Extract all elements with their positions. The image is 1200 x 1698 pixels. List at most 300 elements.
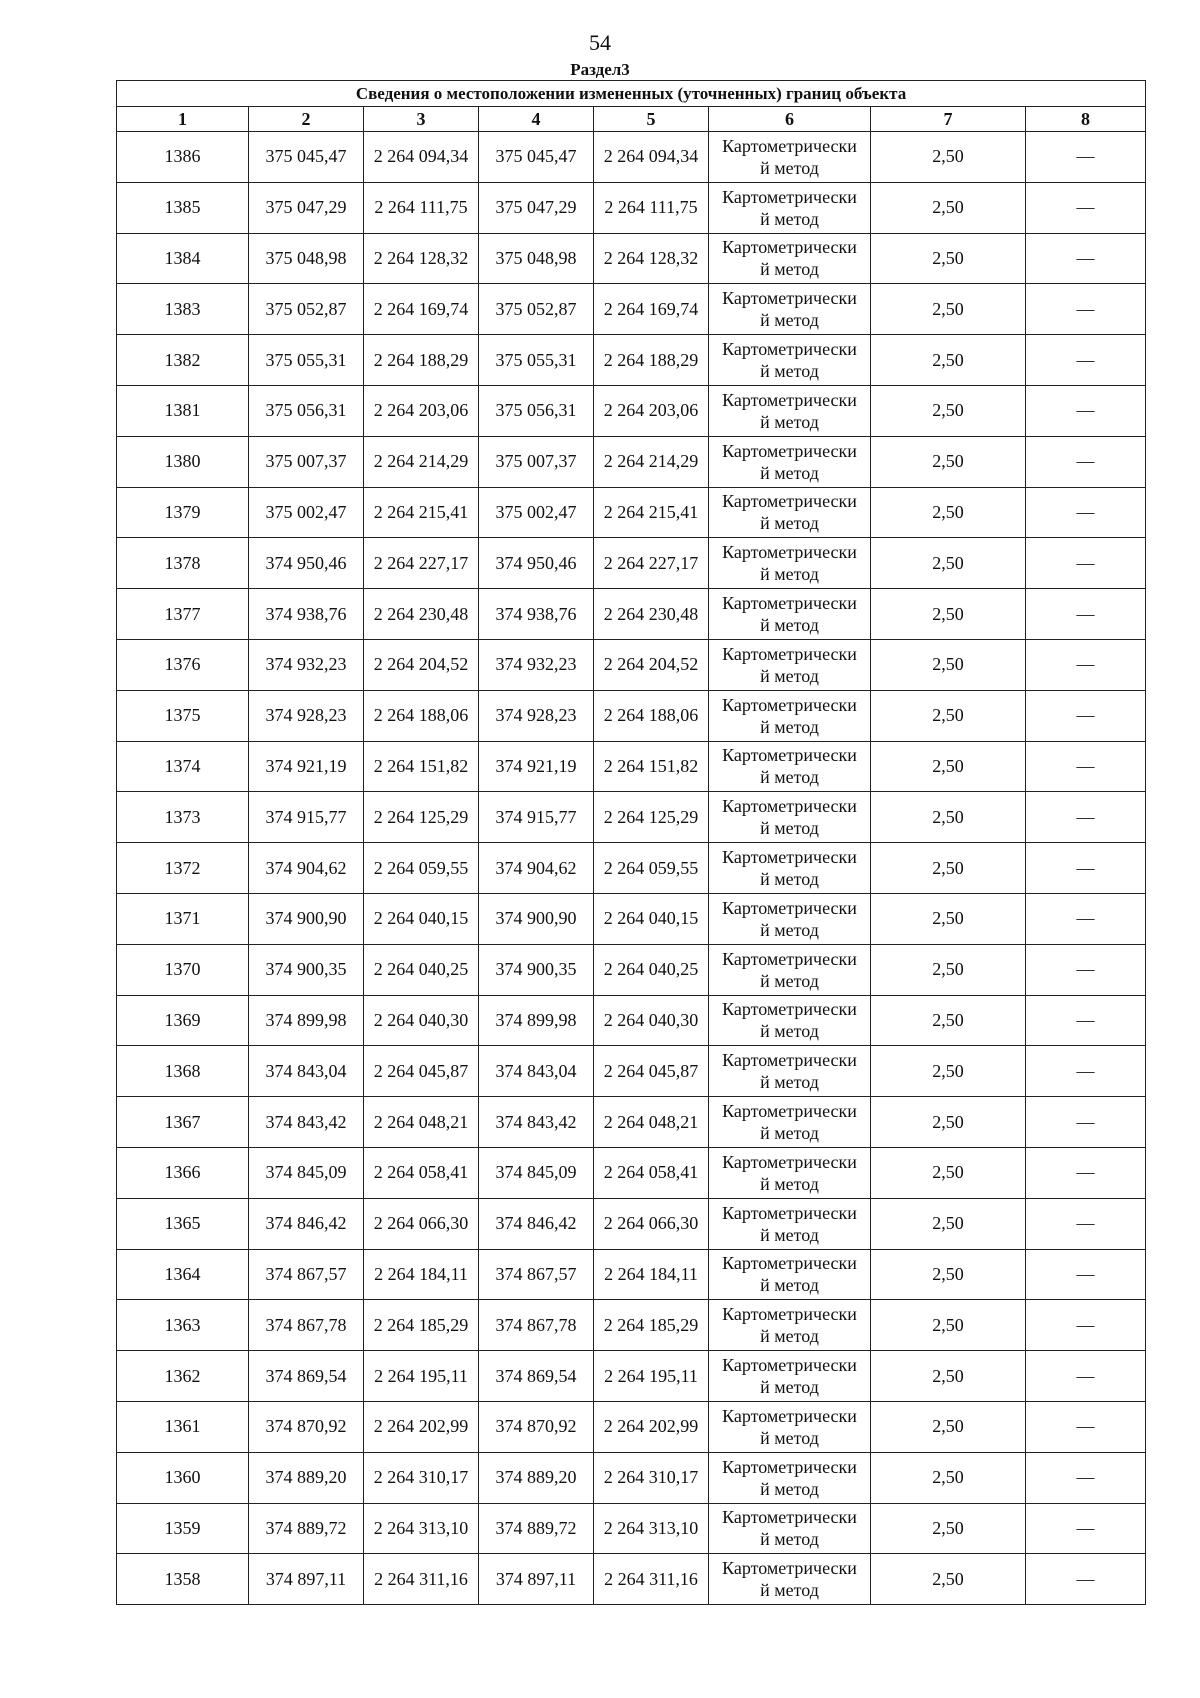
- refined-y-cell: 2 264 313,10: [594, 1503, 709, 1554]
- method-text-line-2: й метод: [760, 919, 819, 940]
- point-number-cell: 1372: [117, 843, 249, 894]
- existing-y-cell: 2 264 151,82: [364, 741, 479, 792]
- method-text-line-2: й метод: [760, 869, 819, 890]
- method-cell: [709, 1300, 871, 1351]
- refined-x-cell: 375 052,87: [479, 284, 594, 335]
- table-row: [117, 741, 1146, 792]
- existing-x-cell: 375 047,29: [249, 182, 364, 233]
- existing-y-cell: 2 264 204,52: [364, 639, 479, 690]
- table-row: [117, 1147, 1146, 1198]
- refined-x-cell: 374 950,46: [479, 538, 594, 589]
- refined-x-cell: 374 867,57: [479, 1249, 594, 1300]
- existing-x-cell: 374 869,54: [249, 1351, 364, 1402]
- existing-y-cell: 2 264 058,41: [364, 1147, 479, 1198]
- existing-y-cell: 2 264 214,29: [364, 436, 479, 487]
- existing-x-cell: 374 867,57: [249, 1249, 364, 1300]
- note-cell: —: [1026, 1351, 1146, 1402]
- method-text-line-1: Картометрически: [722, 694, 857, 715]
- existing-x-cell: 374 846,42: [249, 1198, 364, 1249]
- accuracy-cell: 2,50: [871, 1554, 1026, 1605]
- existing-x-cell: 374 867,78: [249, 1300, 364, 1351]
- point-number-cell: 1378: [117, 538, 249, 589]
- existing-x-cell: 374 845,09: [249, 1147, 364, 1198]
- method-text-line-2: й метод: [760, 310, 819, 331]
- method-text-line-1: Картометрически: [722, 339, 857, 360]
- point-number-cell: 1385: [117, 182, 249, 233]
- method-text-line-1: Картометрически: [722, 745, 857, 766]
- accuracy-cell: 2,50: [871, 436, 1026, 487]
- method-text-line-1: Картометрически: [722, 1101, 857, 1122]
- existing-y-cell: 2 264 066,30: [364, 1198, 479, 1249]
- existing-x-cell: 374 900,90: [249, 893, 364, 944]
- existing-x-cell: 374 932,23: [249, 639, 364, 690]
- refined-y-cell: 2 264 227,17: [594, 538, 709, 589]
- refined-x-cell: 375 048,98: [479, 233, 594, 284]
- existing-x-cell: 375 052,87: [249, 284, 364, 335]
- point-number-cell: 1365: [117, 1198, 249, 1249]
- method-cell: [709, 1046, 871, 1097]
- refined-y-cell: 2 264 125,29: [594, 792, 709, 843]
- refined-y-cell: 2 264 188,29: [594, 335, 709, 386]
- method-cell: [709, 284, 871, 335]
- note-cell: —: [1026, 538, 1146, 589]
- note-cell: —: [1026, 335, 1146, 386]
- method-text-line-1: Картометрически: [722, 1304, 857, 1325]
- note-cell: —: [1026, 893, 1146, 944]
- method-text-line-1: Картометрически: [722, 237, 857, 258]
- table-row: [117, 233, 1146, 284]
- method-text-line-1: Картометрически: [722, 593, 857, 614]
- refined-y-cell: 2 264 128,32: [594, 233, 709, 284]
- existing-y-cell: 2 264 188,06: [364, 690, 479, 741]
- accuracy-cell: 2,50: [871, 1249, 1026, 1300]
- method-text-line-2: й метод: [760, 1275, 819, 1296]
- refined-y-cell: 2 264 151,82: [594, 741, 709, 792]
- refined-x-cell: 374 889,20: [479, 1452, 594, 1503]
- method-text-line-2: й метод: [760, 716, 819, 737]
- refined-x-cell: 375 002,47: [479, 487, 594, 538]
- refined-y-cell: 2 264 040,30: [594, 995, 709, 1046]
- refined-y-cell: 2 264 185,29: [594, 1300, 709, 1351]
- point-number-cell: 1380: [117, 436, 249, 487]
- method-text-line-2: й метод: [760, 259, 819, 280]
- table-row: [117, 436, 1146, 487]
- existing-x-cell: 374 843,42: [249, 1097, 364, 1148]
- note-cell: —: [1026, 1401, 1146, 1452]
- point-number-cell: 1370: [117, 944, 249, 995]
- accuracy-cell: 2,50: [871, 639, 1026, 690]
- refined-y-cell: 2 264 215,41: [594, 487, 709, 538]
- table-row: [117, 690, 1146, 741]
- method-text-line-2: й метод: [760, 767, 819, 788]
- refined-y-cell: 2 264 202,99: [594, 1401, 709, 1452]
- point-number-cell: 1384: [117, 233, 249, 284]
- existing-x-cell: 374 899,98: [249, 995, 364, 1046]
- existing-y-cell: 2 264 040,15: [364, 893, 479, 944]
- note-cell: —: [1026, 1046, 1146, 1097]
- table-row: [117, 1300, 1146, 1351]
- method-cell: [709, 1503, 871, 1554]
- existing-x-cell: 374 889,72: [249, 1503, 364, 1554]
- existing-x-cell: 374 870,92: [249, 1401, 364, 1452]
- existing-y-cell: 2 264 040,25: [364, 944, 479, 995]
- note-cell: —: [1026, 690, 1146, 741]
- accuracy-cell: 2,50: [871, 1046, 1026, 1097]
- method-cell: [709, 385, 871, 436]
- existing-y-cell: 2 264 202,99: [364, 1401, 479, 1452]
- refined-x-cell: 375 056,31: [479, 385, 594, 436]
- existing-y-cell: 2 264 169,74: [364, 284, 479, 335]
- accuracy-cell: 2,50: [871, 538, 1026, 589]
- method-text-line-1: Картометрически: [722, 643, 857, 664]
- point-number-cell: 1382: [117, 335, 249, 386]
- table-row: [117, 995, 1146, 1046]
- point-number-cell: 1367: [117, 1097, 249, 1148]
- accuracy-cell: 2,50: [871, 182, 1026, 233]
- refined-x-cell: 374 938,76: [479, 589, 594, 640]
- existing-y-cell: 2 264 185,29: [364, 1300, 479, 1351]
- point-number-cell: 1379: [117, 487, 249, 538]
- point-number-cell: 1362: [117, 1351, 249, 1402]
- method-cell: [709, 1147, 871, 1198]
- refined-x-cell: 374 900,35: [479, 944, 594, 995]
- method-cell: [709, 589, 871, 640]
- method-cell: [709, 233, 871, 284]
- method-cell: [709, 1351, 871, 1402]
- table-row: [117, 639, 1146, 690]
- existing-x-cell: 374 900,35: [249, 944, 364, 995]
- point-number-cell: 1371: [117, 893, 249, 944]
- accuracy-cell: 2,50: [871, 690, 1026, 741]
- method-text-line-2: й метод: [760, 361, 819, 382]
- accuracy-cell: 2,50: [871, 589, 1026, 640]
- method-cell: [709, 1401, 871, 1452]
- refined-x-cell: 374 900,90: [479, 893, 594, 944]
- refined-x-cell: 374 869,54: [479, 1351, 594, 1402]
- method-text-line-1: Картометрически: [722, 186, 857, 207]
- table-row: [117, 893, 1146, 944]
- accuracy-cell: 2,50: [871, 741, 1026, 792]
- point-number-cell: 1358: [117, 1554, 249, 1605]
- column-number: 5: [594, 107, 709, 132]
- point-number-cell: 1361: [117, 1401, 249, 1452]
- column-number-row: [117, 107, 1146, 132]
- accuracy-cell: 2,50: [871, 944, 1026, 995]
- note-cell: —: [1026, 1554, 1146, 1605]
- point-number-cell: 1368: [117, 1046, 249, 1097]
- note-cell: —: [1026, 284, 1146, 335]
- note-cell: —: [1026, 1249, 1146, 1300]
- accuracy-cell: 2,50: [871, 1452, 1026, 1503]
- method-text-line-1: Картометрически: [722, 1202, 857, 1223]
- existing-x-cell: 375 045,47: [249, 132, 364, 183]
- method-text-line-2: й метод: [760, 1478, 819, 1499]
- method-text-line-1: Картометрически: [722, 1405, 857, 1426]
- refined-x-cell: 374 846,42: [479, 1198, 594, 1249]
- existing-y-cell: 2 264 310,17: [364, 1452, 479, 1503]
- table-row: [117, 1351, 1146, 1402]
- method-text-line-2: й метод: [760, 615, 819, 636]
- refined-x-cell: 374 843,42: [479, 1097, 594, 1148]
- refined-y-cell: 2 264 195,11: [594, 1351, 709, 1402]
- method-text-line-1: Картометрически: [722, 948, 857, 969]
- method-cell: [709, 741, 871, 792]
- existing-y-cell: 2 264 215,41: [364, 487, 479, 538]
- refined-y-cell: 2 264 230,48: [594, 589, 709, 640]
- method-text-line-2: й метод: [760, 1427, 819, 1448]
- refined-y-cell: 2 264 045,87: [594, 1046, 709, 1097]
- point-number-cell: 1374: [117, 741, 249, 792]
- method-text-line-2: й метод: [760, 1224, 819, 1245]
- method-cell: [709, 792, 871, 843]
- existing-y-cell: 2 264 111,75: [364, 182, 479, 233]
- column-number: 8: [1026, 107, 1146, 132]
- note-cell: —: [1026, 1147, 1146, 1198]
- refined-x-cell: 374 904,62: [479, 843, 594, 894]
- refined-x-cell: 374 870,92: [479, 1401, 594, 1452]
- method-text-line-2: й метод: [760, 970, 819, 991]
- table-row: [117, 792, 1146, 843]
- method-text-line-2: й метод: [760, 1173, 819, 1194]
- method-text-line-2: й метод: [760, 665, 819, 686]
- refined-y-cell: 2 264 214,29: [594, 436, 709, 487]
- method-text-line-1: Картометрически: [722, 1558, 857, 1579]
- note-cell: —: [1026, 1097, 1146, 1148]
- existing-x-cell: 374 915,77: [249, 792, 364, 843]
- accuracy-cell: 2,50: [871, 335, 1026, 386]
- method-text-line-1: Картометрически: [722, 1050, 857, 1071]
- section-label: Раздел3: [570, 60, 630, 79]
- accuracy-cell: 2,50: [871, 843, 1026, 894]
- note-cell: —: [1026, 1300, 1146, 1351]
- accuracy-cell: 2,50: [871, 1300, 1026, 1351]
- method-text-line-2: й метод: [760, 411, 819, 432]
- method-cell: [709, 893, 871, 944]
- column-number: 1: [117, 107, 249, 132]
- table-row: [117, 1503, 1146, 1554]
- point-number-cell: 1376: [117, 639, 249, 690]
- refined-x-cell: 374 928,23: [479, 690, 594, 741]
- method-text-line-1: Картометрически: [722, 847, 857, 868]
- method-text-line-1: Картометрически: [722, 440, 857, 461]
- method-cell: [709, 944, 871, 995]
- note-cell: —: [1026, 741, 1146, 792]
- point-number-cell: 1381: [117, 385, 249, 436]
- method-text-line-2: й метод: [760, 1072, 819, 1093]
- note-cell: —: [1026, 843, 1146, 894]
- refined-y-cell: 2 264 169,74: [594, 284, 709, 335]
- existing-y-cell: 2 264 128,32: [364, 233, 479, 284]
- table-row: [117, 487, 1146, 538]
- existing-x-cell: 375 002,47: [249, 487, 364, 538]
- refined-x-cell: 374 843,04: [479, 1046, 594, 1097]
- table-row: [117, 589, 1146, 640]
- existing-y-cell: 2 264 094,34: [364, 132, 479, 183]
- method-cell: [709, 1249, 871, 1300]
- method-text-line-2: й метод: [760, 564, 819, 585]
- accuracy-cell: 2,50: [871, 1503, 1026, 1554]
- existing-y-cell: 2 264 184,11: [364, 1249, 479, 1300]
- existing-y-cell: 2 264 203,06: [364, 385, 479, 436]
- method-text-line-1: Картометрически: [722, 288, 857, 309]
- refined-x-cell: 375 055,31: [479, 335, 594, 386]
- refined-x-cell: 374 932,23: [479, 639, 594, 690]
- point-number-cell: 1386: [117, 132, 249, 183]
- method-cell: [709, 690, 871, 741]
- point-number-cell: 1360: [117, 1452, 249, 1503]
- method-text-line-1: Картометрически: [722, 1456, 857, 1477]
- refined-y-cell: 2 264 040,15: [594, 893, 709, 944]
- note-cell: —: [1026, 792, 1146, 843]
- refined-x-cell: 375 047,29: [479, 182, 594, 233]
- existing-y-cell: 2 264 125,29: [364, 792, 479, 843]
- table-row: [117, 1198, 1146, 1249]
- table-row: [117, 335, 1146, 386]
- method-cell: [709, 487, 871, 538]
- point-number-cell: 1373: [117, 792, 249, 843]
- existing-x-cell: 374 843,04: [249, 1046, 364, 1097]
- refined-x-cell: 374 867,78: [479, 1300, 594, 1351]
- method-text-line-2: й метод: [760, 462, 819, 483]
- existing-y-cell: 2 264 230,48: [364, 589, 479, 640]
- refined-x-cell: 374 899,98: [479, 995, 594, 1046]
- method-text-line-2: й метод: [760, 1377, 819, 1398]
- existing-x-cell: 375 007,37: [249, 436, 364, 487]
- note-cell: —: [1026, 487, 1146, 538]
- existing-x-cell: 375 055,31: [249, 335, 364, 386]
- note-cell: —: [1026, 436, 1146, 487]
- method-text-line-1: Картометрически: [722, 135, 857, 156]
- table-body: [117, 81, 1146, 1605]
- method-cell: [709, 1198, 871, 1249]
- method-cell: [709, 639, 871, 690]
- accuracy-cell: 2,50: [871, 1198, 1026, 1249]
- note-cell: —: [1026, 944, 1146, 995]
- note-cell: —: [1026, 589, 1146, 640]
- method-cell: [709, 995, 871, 1046]
- table-row: [117, 843, 1146, 894]
- method-text-line-1: Картометрически: [722, 1507, 857, 1528]
- method-cell: [709, 538, 871, 589]
- column-number: 6: [709, 107, 871, 132]
- existing-x-cell: 374 938,76: [249, 589, 364, 640]
- refined-y-cell: 2 264 310,17: [594, 1452, 709, 1503]
- existing-x-cell: 375 056,31: [249, 385, 364, 436]
- method-text-line-2: й метод: [760, 157, 819, 178]
- refined-y-cell: 2 264 204,52: [594, 639, 709, 690]
- refined-x-cell: 374 897,11: [479, 1554, 594, 1605]
- refined-y-cell: 2 264 059,55: [594, 843, 709, 894]
- method-cell: [709, 1554, 871, 1605]
- method-text-line-2: й метод: [760, 1021, 819, 1042]
- note-cell: —: [1026, 132, 1146, 183]
- table-row: [117, 182, 1146, 233]
- refined-y-cell: 2 264 048,21: [594, 1097, 709, 1148]
- table-row: [117, 132, 1146, 183]
- note-cell: —: [1026, 639, 1146, 690]
- method-text-line-2: й метод: [760, 818, 819, 839]
- table-row: [117, 1452, 1146, 1503]
- note-cell: —: [1026, 995, 1146, 1046]
- table-row: [117, 944, 1146, 995]
- method-text-line-1: Картометрически: [722, 897, 857, 918]
- column-number: 7: [871, 107, 1026, 132]
- method-text-line-1: Картометрически: [722, 1355, 857, 1376]
- point-number-cell: 1383: [117, 284, 249, 335]
- method-text-line-2: й метод: [760, 1529, 819, 1550]
- note-cell: —: [1026, 1503, 1146, 1554]
- method-text-line-1: Картометрически: [722, 491, 857, 512]
- refined-x-cell: 374 889,72: [479, 1503, 594, 1554]
- accuracy-cell: 2,50: [871, 132, 1026, 183]
- accuracy-cell: 2,50: [871, 995, 1026, 1046]
- table-row: [117, 1401, 1146, 1452]
- refined-y-cell: 2 264 184,11: [594, 1249, 709, 1300]
- existing-x-cell: 374 950,46: [249, 538, 364, 589]
- method-cell: [709, 843, 871, 894]
- accuracy-cell: 2,50: [871, 284, 1026, 335]
- existing-y-cell: 2 264 188,29: [364, 335, 479, 386]
- table-row: [117, 1046, 1146, 1097]
- accuracy-cell: 2,50: [871, 1401, 1026, 1452]
- note-cell: —: [1026, 233, 1146, 284]
- method-text-line-1: Картометрически: [722, 389, 857, 410]
- existing-x-cell: 375 048,98: [249, 233, 364, 284]
- point-number-cell: 1363: [117, 1300, 249, 1351]
- point-number-cell: 1377: [117, 589, 249, 640]
- column-number: 3: [364, 107, 479, 132]
- existing-y-cell: 2 264 195,11: [364, 1351, 479, 1402]
- method-cell: [709, 1452, 871, 1503]
- table-caption: Сведения о местоположении измененных (уточненных) границ объекта: [117, 81, 1146, 107]
- refined-y-cell: 2 264 058,41: [594, 1147, 709, 1198]
- method-text-line-1: Картометрически: [722, 796, 857, 817]
- refined-y-cell: 2 264 311,16: [594, 1554, 709, 1605]
- refined-x-cell: 375 045,47: [479, 132, 594, 183]
- point-number-cell: 1359: [117, 1503, 249, 1554]
- note-cell: —: [1026, 385, 1146, 436]
- existing-x-cell: 374 928,23: [249, 690, 364, 741]
- existing-y-cell: 2 264 045,87: [364, 1046, 479, 1097]
- existing-x-cell: 374 889,20: [249, 1452, 364, 1503]
- refined-x-cell: 374 845,09: [479, 1147, 594, 1198]
- method-cell: [709, 182, 871, 233]
- point-number-cell: 1375: [117, 690, 249, 741]
- existing-x-cell: 374 921,19: [249, 741, 364, 792]
- table-caption-row: [117, 81, 1146, 107]
- column-number: 2: [249, 107, 364, 132]
- accuracy-cell: 2,50: [871, 385, 1026, 436]
- table-row: [117, 1249, 1146, 1300]
- existing-y-cell: 2 264 313,10: [364, 1503, 479, 1554]
- refined-y-cell: 2 264 188,06: [594, 690, 709, 741]
- table-row: [117, 1097, 1146, 1148]
- method-text-line-1: Картометрически: [722, 999, 857, 1020]
- method-text-line-2: й метод: [760, 1580, 819, 1601]
- existing-y-cell: 2 264 059,55: [364, 843, 479, 894]
- existing-y-cell: 2 264 311,16: [364, 1554, 479, 1605]
- table-row: [117, 1554, 1146, 1605]
- refined-y-cell: 2 264 094,34: [594, 132, 709, 183]
- point-number-cell: 1369: [117, 995, 249, 1046]
- method-text-line-1: Картометрически: [722, 1151, 857, 1172]
- boundary-coordinates-table: [116, 80, 1146, 1605]
- method-text-line-2: й метод: [760, 208, 819, 229]
- accuracy-cell: 2,50: [871, 1147, 1026, 1198]
- note-cell: —: [1026, 1198, 1146, 1249]
- method-text-line-2: й метод: [760, 1123, 819, 1144]
- page-number: 54: [589, 30, 611, 55]
